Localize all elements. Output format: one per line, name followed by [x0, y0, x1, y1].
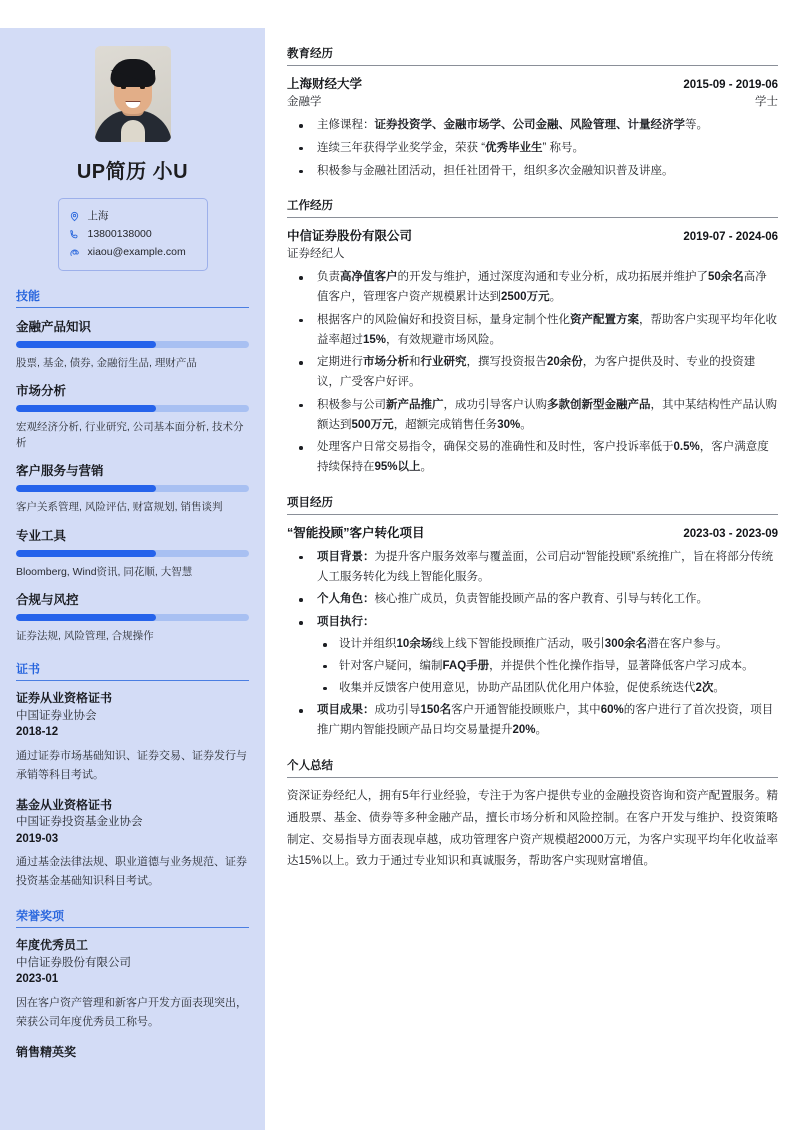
sub-bullet-item: 设计并组织10余场线上线下智能投顾推广活动，吸引300余名潜在客户参与。 [317, 635, 778, 655]
sub-bullet-item: 收集并反馈客户使用意见，协助产品团队优化用户体验，促使系统迭代2次。 [317, 679, 778, 699]
project-bullets [287, 548, 778, 741]
sidebar [0, 28, 265, 1130]
education-entry-header [287, 74, 778, 92]
skill-description: 宏观经济分析, 行业研究, 公司基本面分析, 技术分析 [16, 420, 244, 450]
bullet-item: 项目成果：成功引导150名客户开通智能投顾账户，其中60%的客户进行了首次投资，项目推广期内智能投顾产品日均交易量提升20%。 [287, 701, 778, 741]
certificates-heading: 证书 [16, 660, 249, 681]
work-role: 证券经纪人 [287, 248, 345, 261]
summary-heading: 个人总结 [287, 757, 778, 778]
credential-date: 2019-03 [16, 832, 59, 845]
education-date: 2015-09 - 2019-06 [683, 79, 778, 91]
education-entry-sub [287, 93, 778, 109]
skills-list [16, 317, 249, 645]
credential-description: 通过证券市场基础知识、证券交易、证券发行与承销等科目考试。 [16, 749, 247, 781]
bullet-item: 个人角色：核心推广成员，负责智能投顾产品的客户教育、引导与转化工作。 [287, 590, 778, 610]
credential-item [16, 1044, 249, 1061]
contact-location-value: 上海 [87, 210, 109, 222]
skills-section [16, 287, 249, 645]
project-section [287, 494, 778, 741]
work-date: 2019-07 - 2024-06 [683, 231, 778, 244]
project-entry-header [287, 523, 778, 541]
contact-email-value: xiaou@example.com [87, 246, 186, 259]
education-major: 金融学 [287, 96, 322, 108]
work-section [287, 197, 778, 478]
contact-phone [69, 225, 197, 243]
avatar [95, 46, 171, 142]
credential-description: 通过基金法律法规、职业道德与业务规范、证券投资基金基础知识科目考试。 [16, 856, 247, 888]
credential-org: 中国证券业协会 [16, 709, 97, 722]
skill-description: 证券法规, 风险管理, 合规操作 [16, 629, 154, 642]
bullet-item: 积极参与金融社团活动，担任社团骨干，组织多次金融知识普及讲座。 [287, 162, 778, 182]
credential-item [16, 690, 249, 785]
skill-name: 合规与风控 [16, 592, 79, 607]
certificates-list [16, 690, 249, 891]
bullet-item: 定期进行市场分析和行业研究，撰写投资报告20余份，为客户提供及时、专业的投资建议，广受客户好评。 [287, 353, 778, 393]
skill-progress-bar [16, 550, 249, 557]
contact-location [69, 207, 197, 225]
bullet-item: 连续三年获得学业奖学金，荣获 “优秀毕业生” 称号。 [287, 139, 778, 159]
skill-item [16, 317, 249, 371]
bullet-item: 主修课程：证券投资学、金融市场学、公司金融、风险管理、计量经济学等。 [287, 116, 778, 136]
awards-heading: 荣誉奖项 [16, 907, 249, 928]
education-bullets [287, 116, 778, 181]
project-title: “智能投顾”客户转化项目 [287, 525, 425, 540]
page-title: UP简历 小U [76, 161, 189, 183]
education-degree: 学士 [755, 96, 778, 108]
work-entry-sub [287, 245, 778, 261]
contact-box [58, 198, 208, 271]
credential-title: 基金从业资格证书 [16, 797, 113, 812]
main-content [265, 0, 800, 1130]
skill-name: 金融产品知识 [16, 319, 92, 334]
summary-section [287, 757, 778, 873]
credential-date: 2018-12 [16, 726, 59, 739]
education-school: 上海财经大学 [287, 77, 363, 91]
location-pin-icon [69, 211, 81, 222]
work-company: 中信证券股份有限公司 [287, 229, 413, 244]
credential-title: 销售精英奖 [16, 1044, 77, 1059]
skill-progress-bar [16, 405, 249, 412]
credential-item [16, 937, 249, 1032]
skill-description: 客户关系管理, 风险评估, 财富规划, 销售谈判 [16, 501, 223, 514]
skill-name: 客户服务与营销 [16, 464, 104, 479]
education-heading: 教育经历 [287, 45, 778, 66]
awards-list [16, 937, 249, 1061]
credential-title: 年度优秀员工 [16, 938, 89, 953]
phone-icon [69, 229, 81, 240]
sub-bullet-list [317, 635, 778, 698]
project-date: 2023-03 - 2023-09 [683, 527, 778, 540]
bullet-item: 处理客户日常交易指令，确保交易的准确性和及时性，客户投诉率低于0.5%，客户满意度持续保持在95%以上。 [287, 438, 778, 478]
awards-section [16, 907, 249, 1061]
work-heading: 工作经历 [287, 197, 778, 218]
at-sign-icon [69, 247, 81, 258]
skill-progress-bar [16, 485, 249, 492]
credential-org: 中信证券股份有限公司 [16, 956, 131, 969]
skill-item [16, 381, 249, 452]
skill-description: 股票, 基金, 债券, 金融衍生品, 理财产品 [16, 356, 197, 369]
skill-item [16, 526, 249, 580]
contact-phone-value: 13800138000 [87, 228, 152, 241]
skills-heading: 技能 [16, 287, 249, 308]
skill-name: 专业工具 [16, 528, 67, 543]
skill-item [16, 590, 249, 644]
summary-text: 资深证券经纪人，拥有5年行业经验，专注于为客户提供专业的金融投资咨询和资产配置服务。精通股票、基金、债券等多种金融产品，擅长市场分析和风险控制。在客户开发与维护、投资策略制定、交易指导方面表现卓越，成功管理客户资产规模超2000万元，为客户实现平均年化收益率达15%以上。致力于通过专业知识和真诚服务，帮助客户实现财富增值。 [287, 789, 778, 868]
skill-description: Bloomberg, Wind资讯, 同花顺, 大智慧 [16, 565, 193, 578]
credential-org: 中国证券投资基金业协会 [16, 816, 143, 829]
bullet-item: 项目背景：为提升客户服务效率与覆盖面，公司启动“智能投顾”系统推广，旨在将部分传统人工服务转化为线上智能化服务。 [287, 548, 778, 588]
bullet-item: 项目执行： 设计并组织10余场线上线下智能投顾推广活动，吸引300余名潜在客户参与。 针对客户疑问，编制FAQ手册，并提供个性化操作指导，显著降低客户学习成本。 收集并反馈客户使用意见，协助产品团队优化用户体验，促使系统迭代2次。 [287, 613, 778, 698]
certificates-section [16, 660, 249, 891]
sub-bullet-item: 针对客户疑问，编制FAQ手册，并提供个性化操作指导，显著降低客户学习成本。 [317, 657, 778, 677]
avatar-container [16, 28, 249, 142]
skill-item [16, 461, 249, 515]
credential-description: 因在客户资产管理和新客户开发方面表现突出，荣获公司年度优秀员工称号。 [16, 996, 247, 1028]
bullet-item: 负责高净值客户的开发与维护，通过深度沟通和专业分析，成功拓展并维护了50余名高净值客户，管理客户资产规模累计达到2500万元。 [287, 268, 778, 308]
credential-item [16, 797, 249, 892]
education-section [287, 45, 778, 181]
skill-progress-bar [16, 341, 249, 348]
bullet-item: 根据客户的风险偏好和投资目标，量身定制个性化资产配置方案，帮助客户实现平均年化收益率超过15%，有效规避市场风险。 [287, 311, 778, 351]
work-bullets [287, 268, 778, 478]
skill-progress-bar [16, 614, 249, 621]
work-entry-header [287, 226, 778, 244]
credential-date: 2023-01 [16, 973, 59, 986]
bullet-item: 积极参与公司新产品推广，成功引导客户认购多款创新型金融产品，其中某结构性产品认购额达到500万元，超额完成销售任务30%。 [287, 396, 778, 436]
project-heading: 项目经历 [287, 494, 778, 515]
contact-email [69, 243, 197, 261]
credential-title: 证券从业资格证书 [16, 691, 113, 706]
skill-name: 市场分析 [16, 383, 67, 398]
